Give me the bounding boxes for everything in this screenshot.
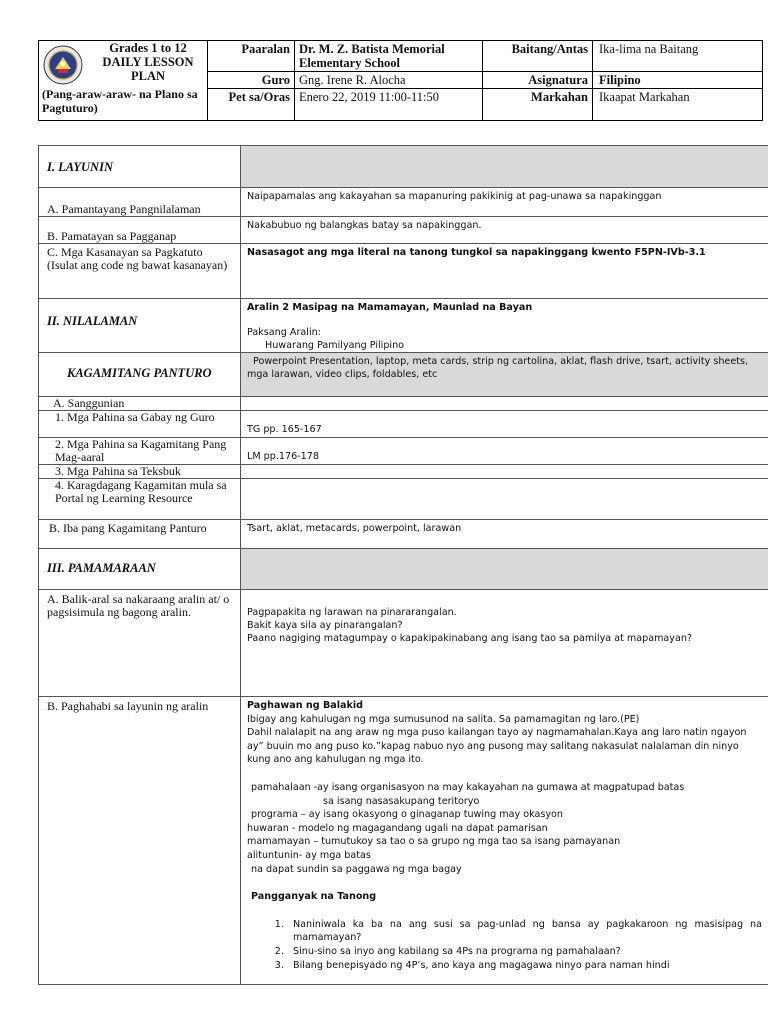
sanggunian-row bbox=[39, 397, 768, 411]
iba-row bbox=[39, 520, 768, 549]
definition-item: pamahalaan -ay isang organisasyon na may kakayahan na gumawa at magpatupad batas bbox=[251, 781, 685, 793]
pet-label: Pet sa/Oras bbox=[208, 89, 295, 121]
guro-label: Guro bbox=[208, 72, 295, 89]
definition-item: huwaran - modelo ng magagandang ugali na dapat pamarisan bbox=[247, 822, 548, 834]
pamantayang-value: Naipapamalas ang kakayahan sa mapanuring pakikinig at pag-unawa sa napakinggan bbox=[241, 188, 768, 217]
sanggunian-label: A. Sanggunian bbox=[39, 397, 241, 411]
gabay-value: TG pp. 165-167 bbox=[241, 411, 768, 438]
balik-aral-line: Pagpapakita ng larawan na pinararangalan. bbox=[247, 607, 457, 618]
nilalaman-row bbox=[39, 299, 768, 353]
nilalaman-heading: II. NILALAMAN bbox=[47, 314, 138, 328]
magaaral-row bbox=[39, 438, 768, 465]
tanong-item: 3. Bilang benepisyado ng 4P’s, ano kaya ang magagawa ninyo para naman hindi bbox=[287, 959, 762, 973]
markahan-value: Ikaapat Markahan bbox=[593, 89, 763, 121]
kasanayan-row bbox=[39, 244, 768, 299]
magaaral-label: 2. Mga Pahina sa Kagamitang Pang Mag-aaral bbox=[39, 438, 241, 465]
gabay-row bbox=[39, 411, 768, 438]
kagamitan-heading: KAGAMITANG PANTURO bbox=[67, 366, 212, 380]
definition-item: alituntunin- ay mga batas bbox=[247, 849, 371, 861]
teksbuk-label: 3. Mga Pahina sa Teksbuk bbox=[39, 465, 241, 479]
tanong-title: Pangganyak na Tanong bbox=[251, 891, 377, 903]
paghawan-title: Paghawan ng Balakid bbox=[247, 700, 364, 711]
pagganap-row bbox=[39, 217, 768, 244]
tanong-item: 2. Sinu-sino sa inyo ang kabilang sa 4Ps na programa ng pamahalaan? bbox=[287, 945, 762, 959]
paghahabi-row bbox=[39, 697, 768, 985]
paghawan-intro: Ibigay ang kahulugan ng mga sumusunod na salita. Sa pamamagitan ng laro.(PE) bbox=[247, 713, 640, 725]
paaralan-label: Paaralan bbox=[208, 41, 295, 72]
baitang-label: Baitang/Antas bbox=[483, 41, 593, 72]
paaralan-value: Dr. M. Z. Batista Memorial Elementary School bbox=[295, 41, 483, 72]
tanong-item: 1. Naniniwala ka ba na ang susi sa pag-unlad ng bansa ay pagkakaroon ng masisipag na mamamayan? bbox=[287, 918, 762, 945]
asignatura-value: Filipino bbox=[593, 72, 763, 89]
paghawan-paragraph: Dahil nalalapit na ang araw ng mga puso kailangan tayo ay nagmamahalan.Kaya ang laro natin ngayon ay” buuin mo ang puso ko.”kapag nabuo nyo ang pusong may salitang nakasulat nalalaman din ninyo kung ano ang kahulugan ng mga ito. bbox=[247, 727, 747, 766]
iba-label: B. Iba pang Kagamitang Panturo bbox=[39, 520, 241, 549]
balik-aral-line: Paano nagiging matagumpay o kapakipakinabang ang isang tao sa pamilya at mapamayan? bbox=[247, 633, 693, 644]
balik-aral-row bbox=[39, 590, 768, 697]
kagamitan-row bbox=[39, 353, 768, 397]
definition-item-cont: na dapat sundin sa paggawa ng mga bagay bbox=[251, 863, 462, 875]
pamantayang-label: A. Pamantayang Pangnilalaman bbox=[39, 188, 241, 217]
magaaral-value: LM pp.176-178 bbox=[241, 438, 768, 465]
lesson-plan-table bbox=[38, 145, 768, 985]
kagamitan-value: Powerpoint Presentation, laptop, meta cards, strip ng cartolina, aklat, flash drive, tsart, activity sheets, mga larawan, video clips, foldables, etc bbox=[241, 353, 768, 397]
gabay-label: 1. Mga Pahina sa Gabay ng Guro bbox=[39, 411, 241, 438]
pamamaraan-row bbox=[39, 549, 768, 590]
paghahabi-label: B. Paghahabi sa layunin ng aralin bbox=[39, 697, 241, 985]
definition-item: programa – ay isang okasyong o ginaganap tuwing may okasyon bbox=[251, 809, 563, 821]
baitang-value: Ika-lima na Baitang bbox=[593, 41, 763, 72]
pamamaraan-heading: III. PAMAMARAAN bbox=[47, 561, 156, 575]
aralin-title: Aralin 2 Masipag na Mamamayan, Maunlad na Bayan bbox=[247, 302, 533, 313]
pamantayang-row bbox=[39, 188, 768, 217]
paksa-label: Paksang Aralin: bbox=[247, 327, 321, 338]
kasanayan-label: C. Mga Kasanayan sa Pagkatuto (Isulat ang code ng bawat kasanayan) bbox=[39, 244, 241, 299]
pagganap-label: B. Pamatayan sa Pagganap bbox=[39, 217, 241, 244]
dlp-subtitle: (Pang-araw-araw- na Plano sa Pagtuturo) bbox=[42, 87, 198, 115]
iba-value: Tsart, aklat, metacards, powerpoint, larawan bbox=[241, 520, 768, 549]
pagganap-value: Nakabubuo ng balangkas batay sa napakinggan. bbox=[241, 217, 768, 244]
guro-value: Gng. Irene R. Alocha bbox=[295, 72, 483, 89]
deped-seal-icon bbox=[43, 45, 83, 85]
portal-row bbox=[39, 479, 768, 520]
pet-value: Enero 22, 2019 11:00-11:50 bbox=[295, 89, 483, 121]
portal-label: 4. Karagdagang Kagamitan mula sa Portal ng Learning Resource bbox=[39, 479, 241, 520]
definition-item: mamamayan – tumutukoy sa tao o sa grupo ng mga tao sa isang pamayanan bbox=[247, 836, 621, 848]
kasanayan-value: Nasasagot ang mga literal na tanong tungkol sa napakinggang kwento F5PN-IVb-3.1 bbox=[241, 244, 768, 299]
paksa-value: Huwarang Pamilyang Pilipino bbox=[265, 340, 405, 351]
definition-item-cont: sa isang nasasakupang teritoryo bbox=[323, 795, 480, 807]
tanong-list bbox=[247, 918, 762, 972]
dlp-title: Grades 1 to 12 DAILY LESSON PLAN bbox=[102, 41, 194, 83]
balik-aral-line: Bakit kaya sila ay pinarangalan? bbox=[247, 620, 403, 631]
balik-aral-label: A. Balik-aral sa nakaraang aralin at/ o pagsisimula ng bagong aralin. bbox=[39, 590, 241, 697]
layunin-row bbox=[39, 146, 768, 188]
markahan-label: Markahan bbox=[483, 89, 593, 121]
teksbuk-row bbox=[39, 465, 768, 479]
asignatura-label: Asignatura bbox=[483, 72, 593, 89]
layunin-heading: I. LAYUNIN bbox=[47, 160, 113, 174]
